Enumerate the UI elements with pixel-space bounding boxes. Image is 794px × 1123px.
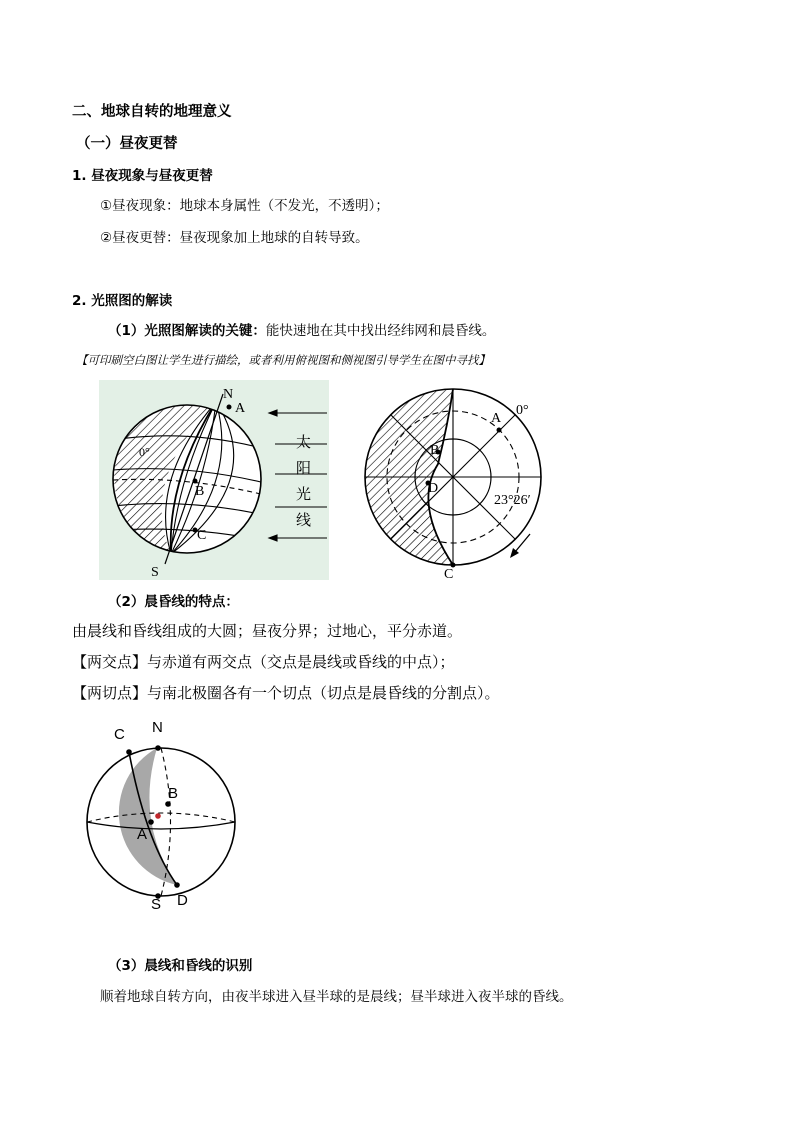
item2-sub1 <box>108 319 495 339</box>
label-n: N <box>223 387 234 402</box>
meridian-lines <box>365 389 541 565</box>
section-heading: 二、地球自转的地理意义 <box>72 104 232 120</box>
identification-rule: 顺着地球自转方向，由夜半球进入昼半球的是晨线；昼半球进入夜半球的昏线。 <box>100 989 573 1005</box>
label-c: C <box>444 567 454 580</box>
label-a: A <box>491 411 502 426</box>
point-c-dot <box>126 749 132 755</box>
equator-back <box>87 813 235 822</box>
subsection-heading: （一）昼夜更替 <box>76 136 178 152</box>
point-b-dot <box>193 479 198 484</box>
point-b-dot <box>165 801 171 807</box>
label-d: D <box>177 892 188 909</box>
item2-sub1-bold: （1）光照图解读的关键： <box>108 323 266 339</box>
label-lat: 23°26′ <box>494 493 531 508</box>
sunlight-char-4: 线 <box>296 513 312 529</box>
label-b: B <box>168 785 179 802</box>
label-n: N <box>152 719 163 736</box>
label-a: A <box>235 401 246 416</box>
sunlight-char-1: 太 <box>296 435 312 451</box>
teaching-note: 【可印刷空白图让学生进行描绘，或者利用俯视图和侧视图引导学生在图中寻找】 <box>76 353 490 367</box>
terminator-body-1: 由晨线和昏线组成的大圆；昼夜分界；过地心，平分赤道。 <box>72 622 463 640</box>
item1-line-2: ②昼夜更替：昼夜现象加上地球的自转导致。 <box>100 230 369 246</box>
label-s: S <box>151 896 162 912</box>
label-d: D <box>428 481 439 496</box>
figure-side-view-globe <box>99 380 329 580</box>
equator-front <box>87 822 235 829</box>
sunlight-char-2: 阳 <box>296 461 312 477</box>
label-deg: 0° <box>139 445 150 459</box>
label-b: B <box>195 484 205 499</box>
item1-title: 1. 昼夜现象与昼夜更替 <box>72 168 213 184</box>
label-b: B <box>430 443 440 458</box>
point-n-dot <box>155 745 161 751</box>
label-deg: 0° <box>516 403 529 418</box>
item2-title: 2. 光照图的解读 <box>72 293 173 309</box>
sunlight-char-3: 光 <box>296 487 312 503</box>
item2-sub3: （3）晨线和昏线的识别 <box>108 958 253 974</box>
label-c: C <box>197 528 207 543</box>
terminator-body-2: 【两交点】与赤道有两交点（交点是晨线或昏线的中点）； <box>72 653 455 671</box>
night-half <box>119 748 177 885</box>
point-d-dot <box>174 882 180 888</box>
point-a-dot <box>497 428 502 433</box>
figure-terminator-sphere <box>80 712 250 912</box>
point-a-dot <box>148 819 154 825</box>
item2-sub1-text: 能快速地在其中找出经纬网和晨昏线。 <box>265 323 496 339</box>
point-a-dot <box>227 405 232 410</box>
item1-line-1: ①昼夜现象：地球本身属性（不发光，不透明）； <box>100 198 389 214</box>
terminator-body-3: 【两切点】与南北极圈各有一个切点（切点是晨昏线的分割点）。 <box>72 684 500 702</box>
label-a: A <box>137 826 148 843</box>
label-s: S <box>151 565 159 580</box>
figure-polar-view <box>358 384 558 580</box>
item2-sub2: （2）晨昏线的特点： <box>108 594 239 610</box>
center-dot <box>155 813 161 819</box>
label-c: C <box>114 726 125 743</box>
